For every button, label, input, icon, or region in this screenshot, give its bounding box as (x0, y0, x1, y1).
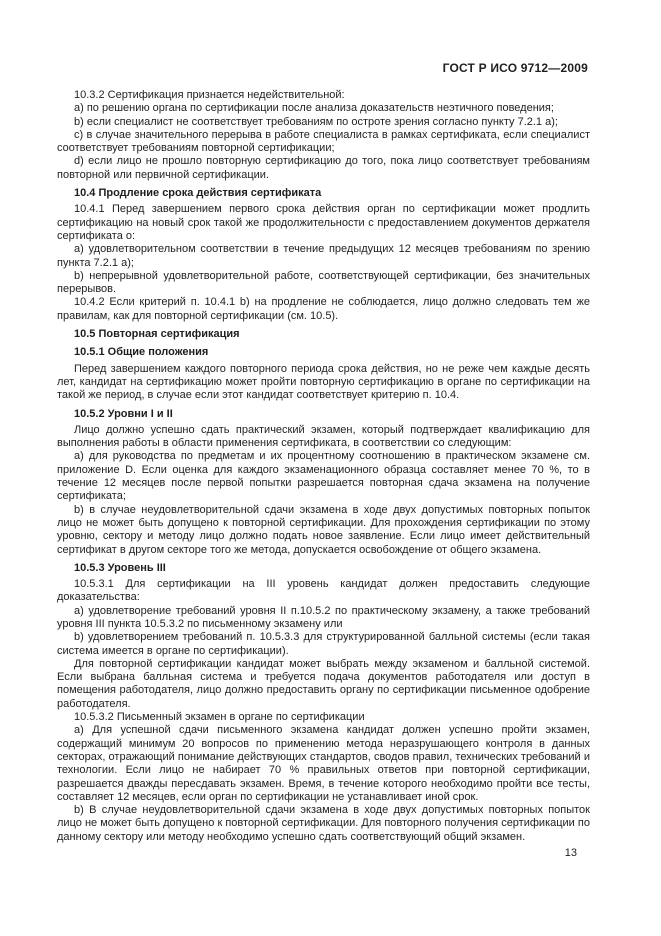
paragraph: 10.4.2 Если критерий п. 10.4.1 b) на продление не соблюдается, лицо должно следовать тем же правилам, как для повторной сертификации (см. 10.5). (57, 296, 590, 322)
document-body (57, 89, 590, 844)
paragraph: Лицо должно успешно сдать практический экзамен, который подтверждает квалификацию для выполнения работы в области применения сертификата, в соответствии со следующим: (57, 423, 590, 450)
section-heading: 10.5.2 Уровни I и II (74, 407, 173, 420)
paragraph: Для повторной сертификации кандидат может выбрать между экзаменом и балльной системой. Если выбрана балльная система и требуется подача документов работодателя или доступ в помещения работодателя, лицо должно предоставить органу по сертификации письменное одобрение работодателя. (57, 657, 590, 710)
list-item: d) если лицо не прошло повторную сертификацию до того, пока лицо соответствует требованиям повторной или первичной сертификации. (57, 155, 590, 181)
list-item: b) В случае неудовлетворительной сдачи экзамена в ходе двух допустимых повторных попыток лицо не может быть допущено к повторной сертификации. Для повторного получения сертификации по данному сектору или методу необходимо успешно сдать соответствующий общий экзамен. (57, 804, 590, 843)
paragraph: Перед завершением каждого повторного периода срока действия, но не реже чем каждые десять лет, кандидат на сертификацию может пройти повторную сертификацию в органе по сертификации на такой же период, в случае если этот кандидат соответствует критерию п. 10.4. (57, 362, 590, 402)
section-heading: 10.5.1 Общие положения (74, 346, 209, 359)
list-item: a) удовлетворение требований уровня II п.10.5.2 по практическому экзамену, а также требований уровня III пункта 10.5.3.2 по письменному экзамену или (57, 604, 590, 630)
list-item: b) непрерывной удовлетворительной работе, соответствующей сертификации, без значительных перерывов. (57, 269, 590, 296)
paragraph: 10.5.3.1 Для сертификации на III уровень кандидат должен предоставить следующие доказательства: (57, 578, 590, 604)
page-header: ГОСТ Р ИСО 9712—2009 (442, 61, 588, 75)
list-item: a) Для успешной сдачи письменного экзамена кандидат должен успешно пройти экзамен, содержащий минимум 20 вопросов по применению метода неразрушающего контроля в данных секторах, отражающий понимание действующих стандартов, сводов правил, технических требований и технологии. Если лицо не набирает 70 % правильных ответов при повторной сертификации, разрешается дважды пересдавать экзамен. Время, в течение которого необходимо пройти все тесты, составляет 12 месяцев, если орган по сертификации не устанавливает иной срок. (57, 724, 590, 803)
list-item: a) удовлетворительном соответствии в течение предыдущих 12 месяцев требованиям по зрению пункта 7.2.1 а); (57, 243, 590, 269)
list-item: c) в случае значительного перерыва в работе специалиста в рамках сертификата, если специалист соответствует требованиям повторной сертификации; (57, 128, 590, 155)
section-heading: 10.5 Повторная сертификация (74, 328, 240, 341)
list-item: b) удовлетворением требований п. 10.5.3.3 для структурированной балльной системы (если такая система имеется в органе по сертификации). (57, 631, 590, 657)
paragraph: 10.5.3.2 Письменный экзамен в органе по сертификации (74, 711, 365, 724)
paragraph: 10.3.2 Сертификация признается недействительной: (74, 89, 345, 101)
list-item: b) в случае неудовлетворительной сдачи экзамена в ходе двух допустимых повторных попыток лицо не может быть допущено к повторной сертификации. Для прохождения сертификации по этому уровню, сектору и методу лицо должно подать новое заявление. Если лицо имеет действительный сертификат в другом секторе того же метода, допускается освобождение от общего экзамена. (57, 503, 590, 556)
list-item: b) если специалист не соответствует требованиям по остроте зрения согласно пункту 7.2.1 а); (74, 115, 558, 128)
list-item: a) для руководства по предметам и их процентному соотношению в практическом экзамене см. приложение D. Если оценка для каждого экзаменационного образца составляет менее 70 %, то в течение 12 месяцев после первой попытки разрешается повторная сдача экзамена на получение сертификата; (57, 450, 590, 503)
list-item: a) по решению органа по сертификации после анализа доказательств неэтичного поведения; (74, 102, 554, 115)
section-heading: 10.5.3 Уровень III (74, 561, 166, 574)
page-number: 13 (564, 847, 577, 859)
section-heading: 10.4 Продление срока действия сертификата (74, 187, 322, 200)
paragraph: 10.4.1 Перед завершением первого срока действия орган по сертификации может продлить сертификацию на новый срок такой же продолжительности с предоставлением документов держателя сертификата о: (57, 203, 590, 242)
